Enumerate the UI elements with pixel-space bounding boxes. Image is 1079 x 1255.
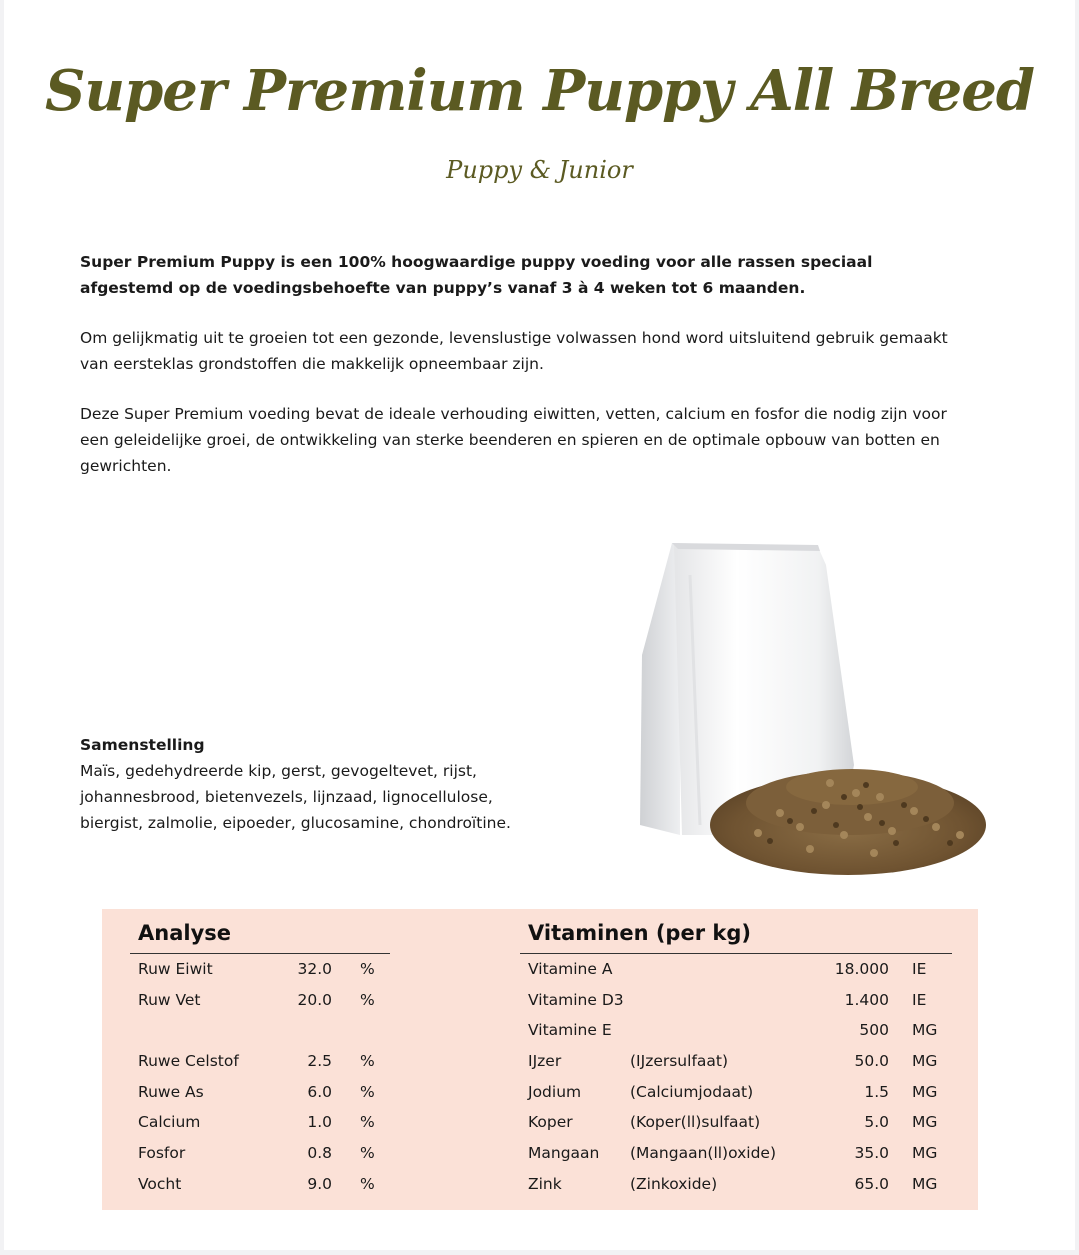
analysis-name: Ruwe As [138,1083,204,1101]
analysis-unit: % [360,1113,375,1131]
composition-section [80,732,540,836]
analysis-unit: % [360,960,375,978]
vitamin-name: Vitamine A [528,960,613,978]
analysis-name: Fosfor [138,1144,186,1162]
vitamin-unit: MG [912,1083,938,1101]
vitamin-source: (Mangaan(ll)oxide) [630,1144,777,1162]
vitamin-value: 65.0 [854,1175,889,1193]
analysis-value: 1.0 [307,1113,332,1131]
analysis-value: 6.0 [307,1083,332,1101]
vitamin-unit: MG [912,1175,938,1193]
vitamin-name: Vitamine D3 [528,991,624,1009]
analysis-name: Calcium [138,1113,201,1131]
vitamin-source: (Koper(ll)sulfaat) [630,1113,761,1131]
analysis-name: Vocht [138,1175,182,1193]
analysis-unit: % [360,1175,375,1193]
composition-line: Maïs, gedehydreerde kip, gerst, gevogeltevet, rijst, [80,762,477,780]
vitamins-divider [520,953,952,954]
vitamin-value: 1.5 [864,1083,889,1101]
vitamin-name: Mangaan [528,1144,600,1162]
vitamin-name: Jodium [528,1083,582,1101]
analysis-value: 32.0 [297,960,332,978]
analysis-value: 9.0 [307,1175,332,1193]
vitamins-heading: Vitaminen (per kg) [528,921,751,945]
composition-line: biergist, zalmolie, eipoeder, glucosamine, chondroïtine. [80,814,511,832]
vitamin-value: 1.400 [844,991,889,1009]
analysis-value: 0.8 [307,1144,332,1162]
analysis-name: Ruwe Celstof [138,1052,239,1070]
analysis-value: 20.0 [297,991,332,1009]
analysis-unit: % [360,1052,375,1070]
vitamin-source: (IJzersulfaat) [630,1052,729,1070]
vitamin-value: 18.000 [834,960,889,978]
analysis-unit: % [360,991,375,1009]
description-paragraph-2: Om gelijkmatig uit te groeien tot een gezonde, levenslustige volwassen hond word uitsluitend gebruik gemaakt van eersteklas grondstoffen die makkelijk opneembaar zijn. [80,329,948,373]
vitamin-source: (Calciumjodaat) [630,1083,754,1101]
page-subtitle: Puppy & Junior [446,156,633,184]
vitamin-value: 5.0 [864,1113,889,1131]
analysis-unit: % [360,1083,375,1101]
vitamin-value: 35.0 [854,1144,889,1162]
vitamin-unit: MG [912,1021,938,1039]
vitamin-unit: MG [912,1144,938,1162]
description-paragraph-3: Deze Super Premium voeding bevat de ideale verhouding eiwitten, vetten, calcium en fosfor die nodig zijn voor een geleidelijke groei, de ontwikkeling van sterke beenderen en spieren en de optimale opbouw van botten en gewrichten. [80,405,947,475]
product-image [630,535,990,885]
vitamin-unit: MG [912,1052,938,1070]
analysis-name: Ruw Eiwit [138,960,213,978]
analysis-value: 2.5 [307,1052,332,1070]
composition-line: johannesbrood, bietenvezels, lijnzaad, lignocellulose, [80,788,493,806]
composition-heading: Samenstelling [80,736,205,754]
analysis-heading: Analyse [138,921,232,945]
analysis-name: Ruw Vet [138,991,201,1009]
vitamin-name: Koper [528,1113,573,1131]
vitamin-name: IJzer [528,1052,562,1070]
analysis-divider [130,953,390,954]
vitamin-unit: MG [912,1113,938,1131]
vitamin-source: (Zinkoxide) [630,1175,718,1193]
vitamin-value: 50.0 [854,1052,889,1070]
vitamin-name: Vitamine E [528,1021,612,1039]
intro-paragraph: Super Premium Puppy is een 100% hoogwaardige puppy voeding voor alle rassen speciaal afgestemd op de voedingsbehoefte van puppy’s vanaf 3 à 4 weken tot 6 maanden. [80,253,873,297]
vitamin-unit: IE [912,960,927,978]
page-title: Super Premium Puppy All Breed [44,58,1035,124]
vitamin-name: Zink [528,1175,562,1193]
vitamin-value: 500 [859,1021,889,1039]
analysis-unit: % [360,1144,375,1162]
vitamin-unit: IE [912,991,927,1009]
